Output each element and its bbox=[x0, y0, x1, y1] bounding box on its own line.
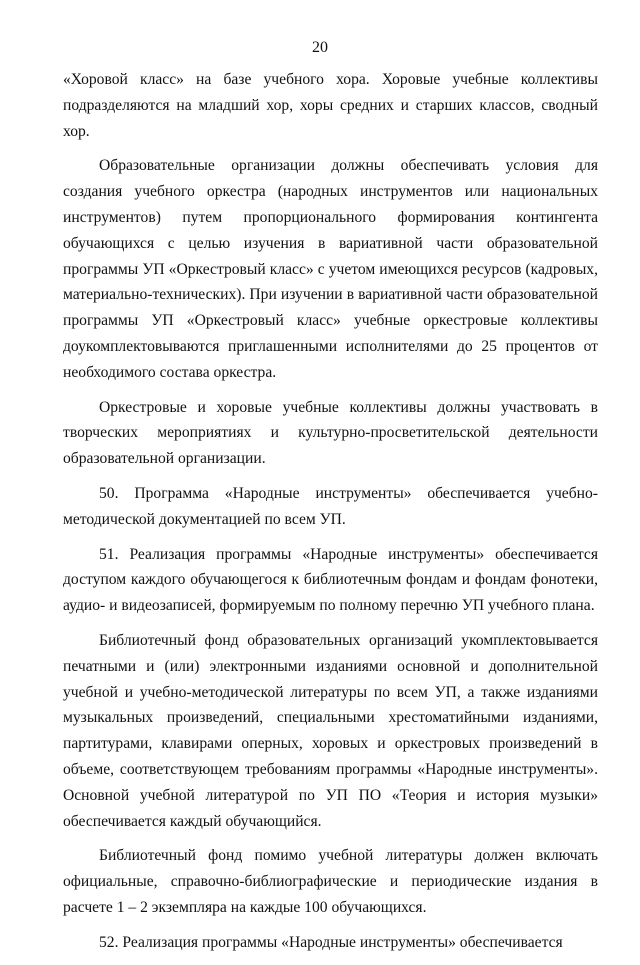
paragraph-collectives-participation: Оркестровые и хоровые учебные коллективы должны участвовать в творческих мероприятиях и культурно-просветительской деятельности образовательной организации. bbox=[63, 398, 598, 468]
paragraph-orchestra-conditions: Образовательные организации должны обеспечивать условия для создания учебного оркестра (народных инструментов или национальных инструментов) путем пропорционального формирования контингента обучающихся с целью изучения в вариативной части образовательной программы УП «Оркестровый класс» с учетом имеющихся ресурсов (кадровых, материально-технических). При изучении в вариативной части образовательной программы УП «Оркестровый класс» учебные оркестровые коллективы доукомплектовываются приглашенными исполнителями до 25 процентов от необходимого состава оркестра. bbox=[63, 157, 598, 381]
paragraph-choir-groups: «Хоровой класс» на базе учебного хора. Хоровые учебные коллективы подразделяются на младший хор, хоры средних и старших классов, сводный хор. bbox=[63, 71, 598, 140]
paragraph-item-50: 50. Программа «Народные инструменты» обеспечивается учебно-методической документацией по всем УП. bbox=[63, 484, 598, 528]
page-number: 20 bbox=[312, 39, 328, 56]
paragraph-library-fund-extra: Библиотечный фонд помимо учебной литературы должен включать официальные, справочно-библиографические и периодические издания в расчете 1 – 2 экземпляра на каждые 100 обучающихся. bbox=[63, 847, 598, 916]
paragraph-item-51: 51. Реализация программы «Народные инструменты» обеспечивается доступом каждого обучающегося к библиотечным фондам и фондам фонотеки, аудио- и видеозаписей, формируемым по полному перечню УП учебного плана. bbox=[63, 545, 598, 615]
document-body bbox=[63, 67, 598, 965]
paragraph-library-fund: Библиотечный фонд образовательных организаций укомплектовывается печатными и (или) электронными изданиями основной и дополнительной учебной и учебно-методической литературы по всем УП, а также изданиями музыкальных произведений, специальными хрестоматийными изданиями, партитурами, клавирами оперных, хоровых и оркестровых произведений в объеме, соответствующем требованиям программы «Народные инструменты». Основной учебной литературой по УП ПО «Теория и история музыки» обеспечивается каждый обучающийся. bbox=[63, 631, 598, 830]
paragraph-item-52: 52. Реализация программы «Народные инструменты» обеспечивается bbox=[99, 933, 563, 951]
